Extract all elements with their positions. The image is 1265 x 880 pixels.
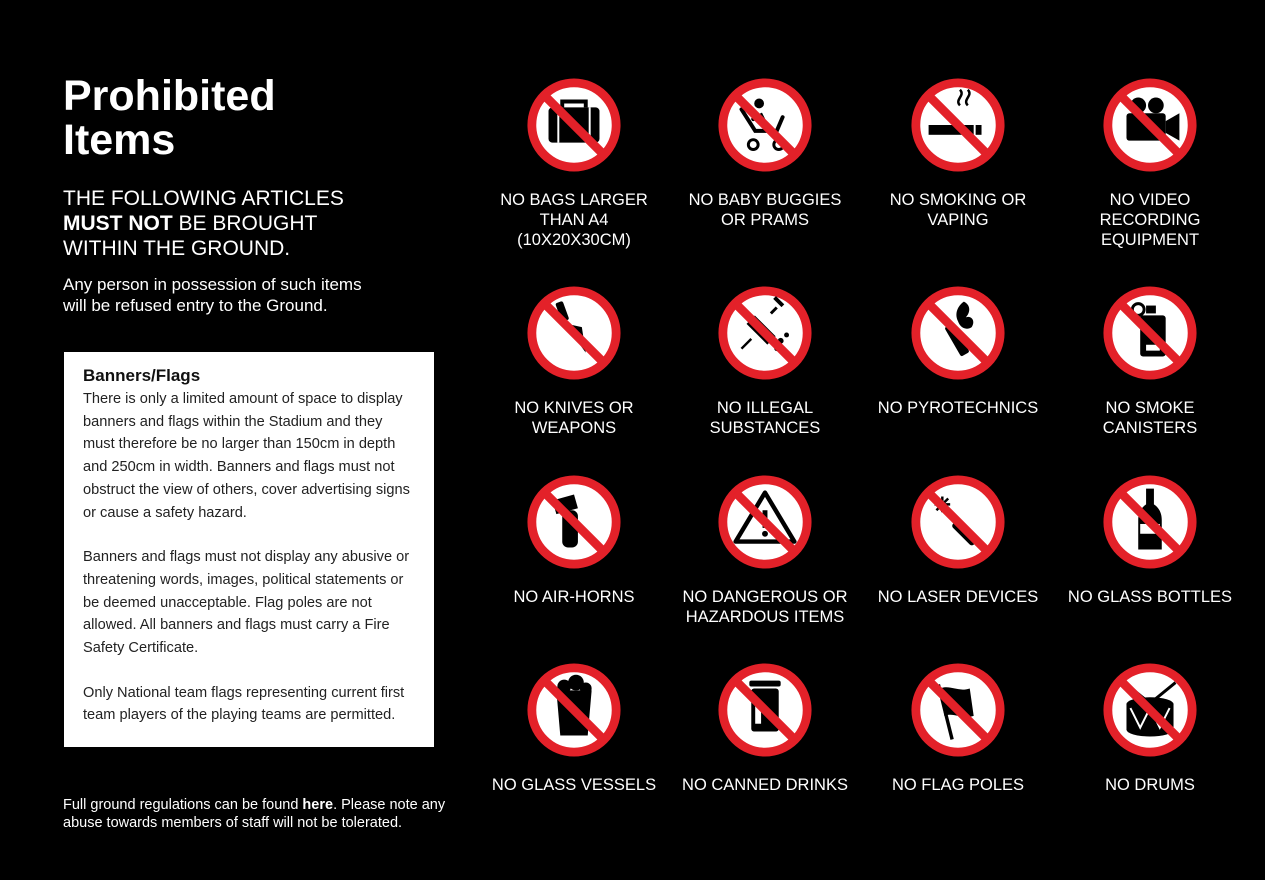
flare-icon [909,284,1007,382]
item-label: NO CANNED DRINKS [682,776,848,794]
item-no-flag-poles [873,661,1043,795]
item-label: NO BAGS LARGER THAN A4 (10X20X30CM) [500,191,648,249]
item-no-canned-drinks [680,661,850,795]
item-no-air-horns [489,473,659,607]
item-label: NO DANGEROUS OR HAZARDOUS ITEMS [682,588,848,626]
can-icon [716,661,814,759]
item-no-smoke-canisters [1065,284,1235,438]
syringe-icon [716,284,814,382]
item-no-smoking [873,76,1043,230]
cigarette-icon [909,76,1007,174]
item-no-prams [680,76,850,230]
flag-pole-icon [909,661,1007,759]
footer-note [63,796,463,832]
item-label: NO GLASS VESSELS [491,776,657,794]
air-horn-icon [525,473,623,571]
hazard-icon [716,473,814,571]
regulations-link[interactable]: here [302,797,334,813]
bottle-icon [1101,473,1199,571]
page-title [63,74,363,162]
item-no-glass-vessels [489,661,659,795]
item-label: NO PYROTECHNICS [877,399,1039,417]
item-no-lasers [873,473,1043,607]
smoke-canister-icon [1101,284,1199,382]
banners-paragraph-3: Only National team flags representing current first team players of the playing teams are permitted. [83,684,405,724]
banners-flags-box [64,352,434,747]
item-label: NO KNIVES OR WEAPONS [514,399,634,437]
item-no-video [1065,76,1235,250]
pram-icon [716,76,814,174]
item-no-glass-bottles [1065,473,1235,607]
item-label: NO LASER DEVICES [877,588,1039,606]
title-line-1: Prohibited [63,72,276,120]
item-label: NO FLAG POLES [891,776,1025,794]
subheading-line-1: THE FOLLOWING ARTICLES [63,187,344,210]
banners-heading: Banners/Flags [83,366,201,385]
glass-icon [525,661,623,759]
item-label: NO ILLEGAL SUBSTANCES [709,399,821,437]
item-label: NO AIR-HORNS [513,588,635,606]
subheading-line-2-rest: BE BROUGHT [172,212,318,235]
bag-icon [525,76,623,174]
subheading-line-3: WITHIN THE GROUND. [63,237,291,260]
item-no-knives [489,284,659,438]
item-no-bags [489,76,659,250]
footer-text-post: . Please note any abuse towards members of staff will not be tolerated. [63,797,446,831]
notice-line-2: will be refused entry to the Ground. [63,296,328,315]
laser-icon [909,473,1007,571]
notice-line-1: Any person in possession of such items [63,275,362,294]
item-no-drums [1065,661,1235,795]
knife-icon [525,284,623,382]
item-no-substances [680,284,850,438]
title-line-2: Items [63,116,176,164]
entry-notice [63,274,423,316]
banners-paragraph-2: Banners and flags must not display any abusive or threatening words, images, political statements or be deemed unacceptable. Flag poles are not allowed. All banners and flags must carry a Fire Safety Certificate. [83,549,410,657]
banners-paragraph-1: There is only a limited amount of space to display banners and flags within the Stadium and they must therefore be no larger than 150cm in depth and 250cm in width. Banners and flags must not obstruct the view of others, cover advertising signs or cause a safety hazard. [83,391,410,521]
item-label: NO BABY BUGGIES OR PRAMS [688,191,842,229]
item-no-pyrotechnics [873,284,1043,418]
drum-icon [1101,661,1199,759]
video-camera-icon [1101,76,1199,174]
subheading [63,186,433,261]
item-label: NO GLASS BOTTLES [1067,588,1233,606]
item-no-hazardous [680,473,850,627]
subheading-emphasis: MUST NOT [63,212,173,235]
item-label: NO SMOKING OR VAPING [889,191,1027,229]
item-label: NO VIDEO RECORDING EQUIPMENT [1099,191,1201,249]
item-label: NO DRUMS [1105,776,1195,794]
footer-text-pre: Full ground regulations can be found [63,797,303,813]
item-label: NO SMOKE CANISTERS [1102,399,1198,437]
